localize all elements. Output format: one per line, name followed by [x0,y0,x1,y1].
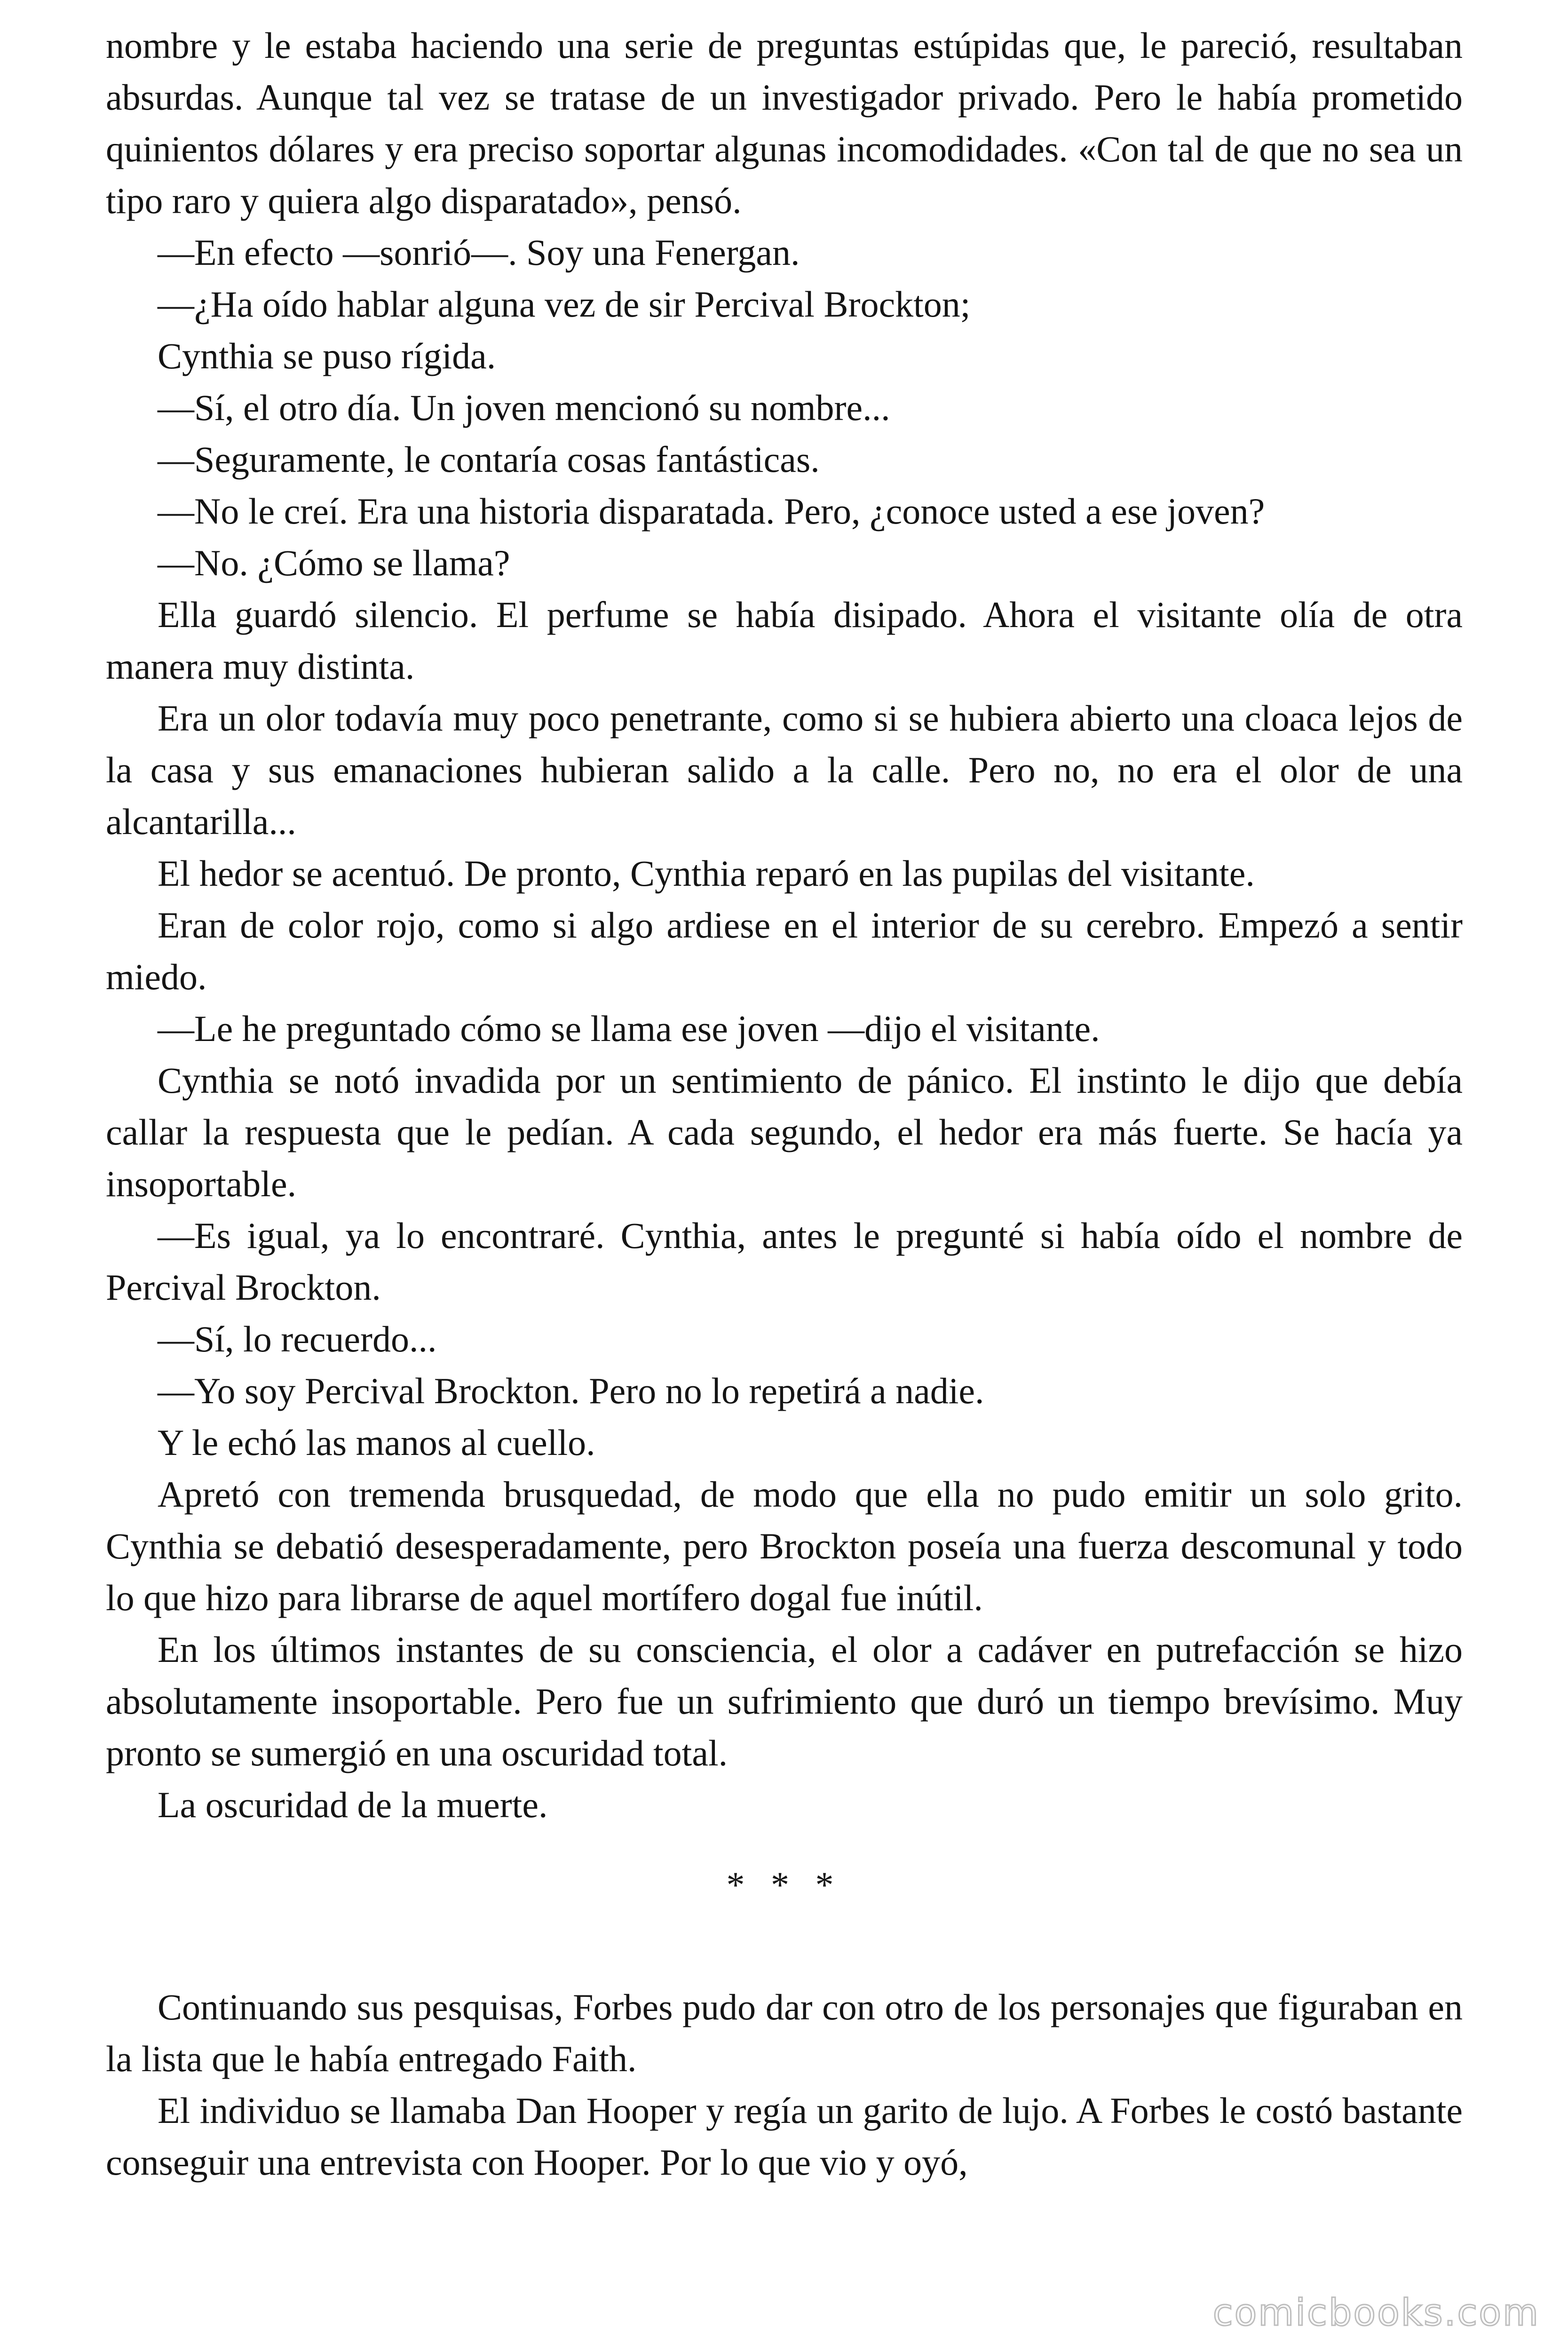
paragraph: —¿Ha oído hablar alguna vez de sir Percival Brockton; [158,284,971,325]
paragraph: Eran de color rojo, como si algo ardiese en el interior de su cerebro. Empezó a sentir miedo. [106,905,1463,997]
page-text [106,20,1463,2188]
paragraph-continuation: nombre y le estaba haciendo una serie de preguntas estúpidas que, le pareció, resultaban absurdas. Aunque tal vez se tratase de un investigador privado. Pero le había prometido quinientos dólares y era preciso soportar algunas incomodidades. «Con tal de que no sea un tipo raro y quiera algo disparatado», pensó. [106,25,1463,221]
paragraph: —Yo soy Percival Brockton. Pero no lo repetirá a nadie. [158,1370,984,1411]
paragraph: Apretó con tremenda brusquedad, de modo que ella no pudo emitir un solo grito. Cynthia se debatió desesperadamente, pero Brockton poseía una fuerza descomunal y todo lo que hizo para librarse de aquel mortífero dogal fue inútil. [106,1474,1463,1618]
paragraph: Ella guardó silencio. El perfume se había disipado. Ahora el visitante olía de otra manera muy distinta. [106,594,1463,687]
paragraph: El individuo se llamaba Dan Hooper y regía un garito de lujo. A Forbes le costó bastante conseguir una entrevista con Hooper. Por lo que vio y oyó, [106,2090,1463,2183]
paragraph: En los últimos instantes de su consciencia, el olor a cadáver en putrefacción se hizo absolutamente insoportable. Pero fue un sufrimiento que duró un tiempo brevísimo. Muy pronto se sumergió en una oscuridad total. [106,1629,1463,1773]
watermark-text: comicbooks.com [1212,2292,1540,2334]
paragraph: Continuando sus pesquisas, Forbes pudo dar con otro de los personajes que figuraban en la lista que le había entregado Faith. [106,1986,1463,2079]
paragraph: —Sí, lo recuerdo... [158,1319,437,1359]
paragraph: —Seguramente, le contaría cosas fantásticas. [158,439,820,480]
paragraph: Era un olor todavía muy poco penetrante, como si se hubiera abierto una cloaca lejos de la casa y sus emanaciones hubieran salido a la calle. Pero no, no era el olor de una alcantarilla... [106,698,1463,842]
paragraph: —Es igual, ya lo encontraré. Cynthia, antes le pregunté si había oído el nombre de Percival Brockton. [106,1215,1463,1308]
paragraph: —No le creí. Era una historia disparatada. Pero, ¿conoce usted a ese joven? [158,491,1265,532]
paragraph: Cynthia se notó invadida por un sentimiento de pánico. El instinto le dijo que debía callar la respuesta que le pedían. A cada segundo, el hedor era más fuerte. Se hacía ya insoportable. [106,1060,1463,1204]
paragraph: El hedor se acentuó. De pronto, Cynthia reparó en las pupilas del visitante. [158,853,1255,894]
paragraph: La oscuridad de la muerte. [158,1784,548,1825]
paragraph: —Sí, el otro día. Un joven mencionó su nombre... [158,387,890,428]
paragraph: —En efecto —sonrió—. Soy una Fenergan. [158,232,800,273]
paragraph: —Le he preguntado cómo se llama ese joven —dijo el visitante. [158,1008,1100,1049]
paragraph: Cynthia se puso rígida. [158,335,496,376]
paragraph: Y le echó las manos al cuello. [158,1422,595,1463]
section-break: * * * [726,1864,842,1905]
paragraph: —No. ¿Cómo se llama? [158,542,510,583]
